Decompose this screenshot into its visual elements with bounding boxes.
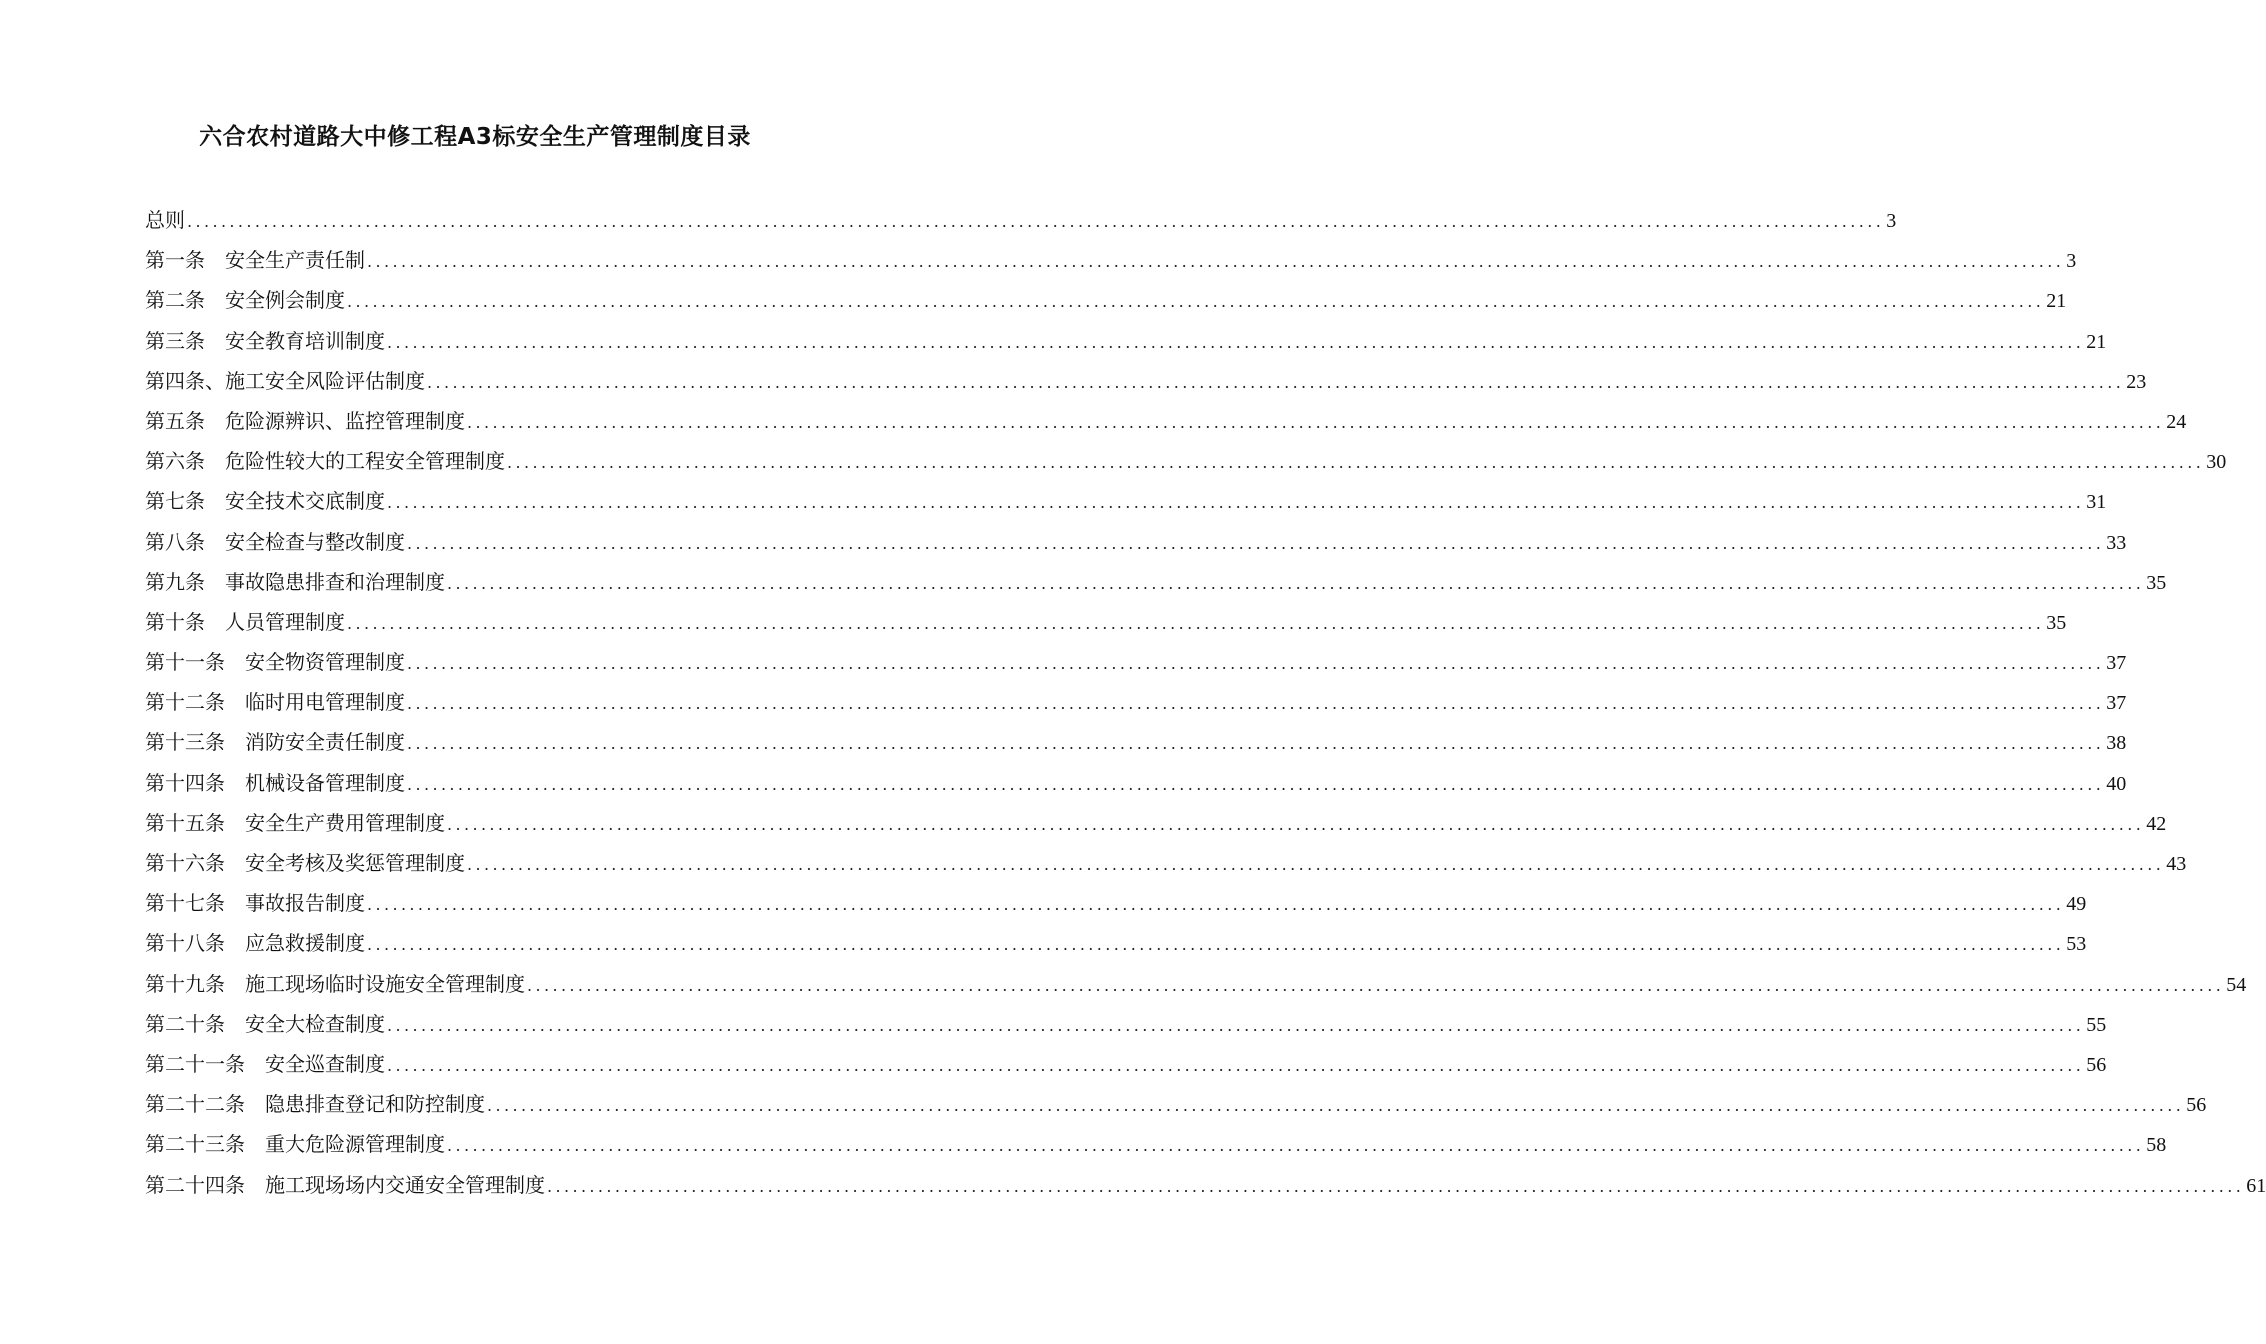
toc-entry-label: 第二十二条 隐患排查登记和防控制度 [145,1092,485,1117]
toc-entry-page-number: 54 [2226,973,2247,996]
toc-entry-page-number: 38 [2106,732,2127,755]
toc-entry[interactable] [145,1124,2167,1164]
toc-entry-label: 第十五条 安全生产费用管理制度 [145,810,445,835]
toc-entry[interactable] [145,522,2127,562]
toc-entry[interactable] [145,682,2127,722]
toc-entry-label: 第二十一条 安全巡查制度 [145,1051,385,1076]
toc-entry[interactable] [145,883,2087,923]
toc-entry-label: 第十四条 机械设备管理制度 [145,770,405,795]
toc-dot-leader: ........................................................................................................................................................................................................ [547,1176,2245,1196]
toc-entry[interactable] [145,803,2167,843]
toc-entry-label: 第六条 危险性较大的工程安全管理制度 [145,449,505,474]
toc-entry-label: 第七条 安全技术交底制度 [145,489,385,514]
toc-entry-label: 第二十四条 施工现场场内交通安全管理制度 [145,1172,545,1197]
toc-entry[interactable] [145,602,2067,642]
toc-dot-leader: ........................................................................................................................................................................................................ [447,1136,2145,1156]
toc-entry-label: 第九条 事故隐患排查和治理制度 [145,569,445,594]
toc-entry-label: 第二十条 安全大检查制度 [145,1011,385,1036]
toc-entry-label: 第一条 安全生产责任制 [145,248,365,273]
toc-entry-page-number: 49 [2066,893,2087,916]
toc-entry-label: 总则 [145,208,185,232]
toc-entry[interactable] [145,240,2077,280]
toc-entry-page-number: 23 [2126,370,2147,393]
toc-dot-leader: ........................................................................................................................................................................................................ [387,1055,2085,1075]
toc-entry[interactable] [145,1044,2107,1084]
toc-entry-page-number: 40 [2106,772,2127,795]
toc-entry-page-number: 37 [2106,692,2127,715]
toc-entry[interactable] [145,1084,2207,1124]
toc-entry-page-number: 21 [2046,290,2067,313]
toc-entry-page-number: 24 [2166,410,2187,433]
toc-dot-leader: ........................................................................................................................................................................................................ [407,774,2105,794]
toc-entry[interactable] [145,321,2107,361]
toc-entry-page-number: 43 [2166,853,2187,875]
toc-entry-label: 第四条、施工安全风险评估制度 [145,368,425,393]
toc-entry-page-number: 53 [2066,933,2087,956]
toc-entry-label: 第五条 危险源辨识、监控管理制度 [145,408,465,433]
toc-dot-leader: ........................................................................................................................................................................................................ [407,694,2105,714]
toc-dot-leader: ........................................................................................................................................................................................................ [527,975,2225,995]
toc-entry-page-number: 33 [2106,531,2127,554]
toc-entry[interactable] [145,964,2247,1004]
toc-dot-leader: ........................................................................................................................................................................................................ [407,533,2105,553]
toc-entry[interactable] [145,441,2227,481]
toc-dot-leader: ........................................................................................................................................................................................................ [387,1015,2085,1035]
toc-entry-page-number: 58 [2146,1134,2167,1157]
toc-entry-page-number: 42 [2146,812,2167,835]
toc-entry-label: 第十八条 应急救援制度 [145,931,365,956]
toc-dot-leader: ........................................................................................................................................................................................................ [347,613,2045,633]
toc-entry[interactable] [145,481,2107,521]
toc-dot-leader: ........................................................................................................................................................................................................ [187,212,1885,231]
toc-entry-label: 第十条 人员管理制度 [145,609,345,634]
toc-entry-label: 第十九条 施工现场临时设施安全管理制度 [145,971,525,996]
toc-entry-label: 第八条 安全检查与整改制度 [145,529,405,554]
toc-entry-page-number: 30 [2206,451,2227,474]
toc-entry-page-number: 56 [2086,1053,2107,1076]
toc-dot-leader: ........................................................................................................................................................................................................ [487,1096,2185,1116]
toc-entry[interactable] [145,280,2067,320]
toc-entry-page-number: 61 [2246,1174,2266,1197]
toc-entry[interactable] [145,923,2087,963]
toc-entry-label: 第十六条 安全考核及奖惩管理制度 [145,851,465,875]
toc-entry[interactable] [145,562,2167,602]
toc-entry[interactable] [145,401,2187,441]
toc-entry[interactable] [145,1165,2266,1205]
document-title: 六合农村道路大中修工程A3标安全生产管理制度目录 [199,124,751,150]
toc-entry[interactable] [145,763,2127,803]
toc-entry[interactable] [145,361,2147,401]
toc-dot-leader: ........................................................................................................................................................................................................ [507,453,2205,473]
toc-entry[interactable] [145,843,2187,883]
toc-entry-page-number: 35 [2046,611,2067,634]
toc-entry-label: 第十三条 消防安全责任制度 [145,730,405,755]
toc-dot-leader: ........................................................................................................................................................................................................ [467,855,2165,874]
toc-entry-page-number: 56 [2186,1094,2207,1117]
toc-dot-leader: ........................................................................................................................................................................................................ [387,332,2085,352]
table-of-contents [145,200,2266,1205]
toc-entry-page-number: 3 [2066,250,2077,273]
toc-dot-leader: ........................................................................................................................................................................................................ [387,493,2085,513]
toc-entry-label: 第十二条 临时用电管理制度 [145,690,405,715]
toc-entry[interactable] [145,722,2127,762]
toc-dot-leader: ........................................................................................................................................................................................................ [367,252,2065,272]
toc-entry[interactable] [145,642,2127,682]
toc-dot-leader: ........................................................................................................................................................................................................ [407,734,2105,754]
toc-entry-page-number: 35 [2146,571,2167,594]
toc-entry[interactable] [145,1004,2107,1044]
toc-entry-label: 第十一条 安全物资管理制度 [145,650,405,675]
toc-dot-leader: ........................................................................................................................................................................................................ [367,935,2065,955]
toc-entry-page-number: 31 [2086,491,2107,514]
toc-dot-leader: ........................................................................................................................................................................................................ [347,292,2045,312]
toc-entry-page-number: 55 [2086,1013,2107,1036]
toc-entry-label: 第三条 安全教育培训制度 [145,328,385,353]
toc-dot-leader: ........................................................................................................................................................................................................ [427,372,2125,392]
toc-entry-label: 第十七条 事故报告制度 [145,891,365,916]
toc-dot-leader: ........................................................................................................................................................................................................ [447,573,2145,593]
toc-entry[interactable] [145,200,1897,240]
toc-entry-page-number: 37 [2106,652,2127,675]
toc-entry-label: 第二条 安全例会制度 [145,288,345,313]
toc-dot-leader: ........................................................................................................................................................................................................ [407,654,2105,674]
toc-entry-label: 第二十三条 重大危险源管理制度 [145,1132,445,1157]
toc-entry-page-number: 21 [2086,330,2107,353]
toc-entry-page-number: 3 [1886,210,1897,232]
toc-dot-leader: ........................................................................................................................................................................................................ [467,412,2165,432]
toc-dot-leader: ........................................................................................................................................................................................................ [367,895,2065,915]
toc-dot-leader: ........................................................................................................................................................................................................ [447,814,2145,834]
